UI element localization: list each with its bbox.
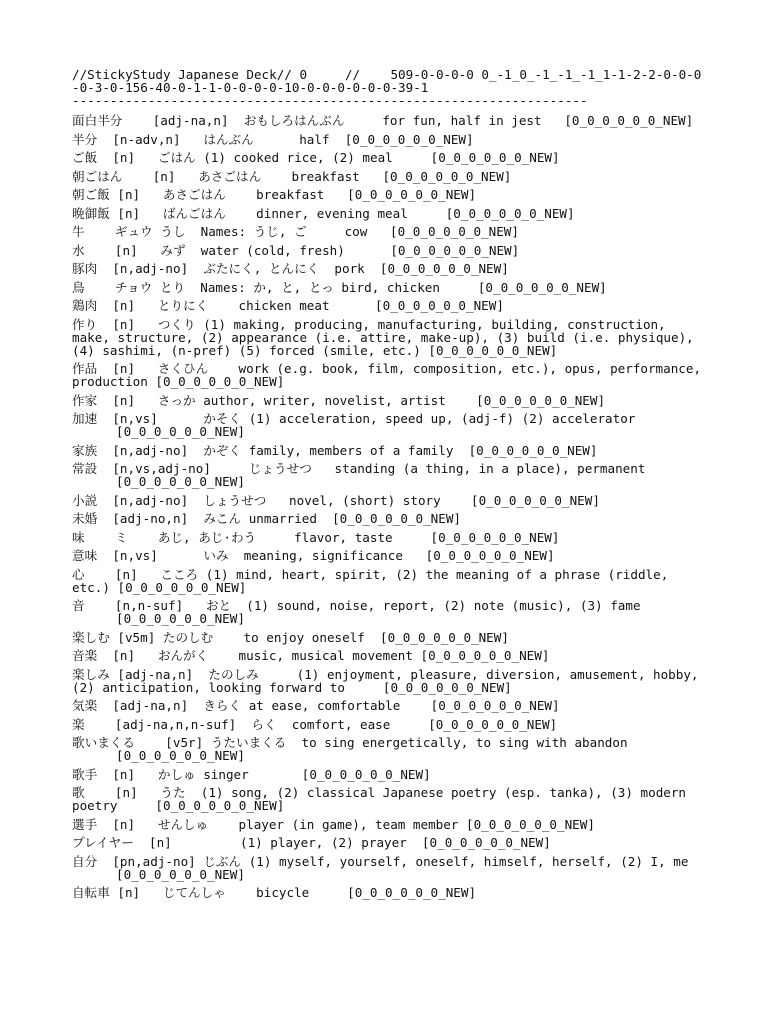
- list-item: [72, 818, 702, 831]
- list-item: [72, 786, 702, 812]
- entry-text: 自分 [pn,adj-no] じぶん (1) myself, yourself, oneself, himself, herself, (2) I, me: [72, 853, 689, 869]
- entry-text: 作家 [n] さっか author, writer, novelist, artist [0_0_0_0_0_0_NEW]: [72, 392, 606, 408]
- entry-text: 家族 [n,adj-no] かぞく family, members of a family [0_0_0_0_0_0_NEW]: [72, 442, 598, 458]
- entry-text: 豚肉 [n,adj-no] ぶたにく, とんにく pork [0_0_0_0_0_0_NEW]: [72, 261, 509, 276]
- list-item: [72, 133, 702, 146]
- entry-status: [0_0_0_0_0_0_NEW]: [116, 424, 245, 439]
- deck-header: //StickyStudy Japanese Deck// 0 // 509-0-0-0-0 0_-1_0_-1_-1_-1_1-1-2-2-0-0-0-0-3-0-156-40-0-1-1-0-0-0-0-10-0-0-0-0-0-0-39-1: [72, 67, 702, 95]
- list-item: [72, 151, 702, 164]
- list-item: [72, 549, 702, 562]
- entry-status: [0_0_0_0_0_0_NEW]: [116, 748, 245, 763]
- list-item: [72, 225, 702, 238]
- list-item: [72, 768, 702, 781]
- entry-text: 朝ごはん [n] あさごはん breakfast [0_0_0_0_0_0_NEW]: [72, 168, 512, 184]
- list-item: [72, 207, 702, 220]
- list-item: [72, 170, 702, 183]
- entry-text: プレイヤー [n] (1) player, (2) prayer [0_0_0_0_0_0_NEW]: [72, 835, 551, 850]
- entry-text: 味 ミ あじ, あじ·わう flavor, taste [0_0_0_0_0_0_NEW]: [72, 529, 560, 545]
- entry-text: 半分 [n-adv,n] はんぶん half [0_0_0_0_0_0_NEW]: [72, 131, 474, 147]
- list-item: [72, 281, 702, 294]
- list-item: [72, 114, 702, 127]
- list-item: [72, 699, 702, 712]
- entry-status: [0_0_0_0_0_0_NEW]: [116, 474, 245, 489]
- list-item: [72, 666, 707, 695]
- entry-text: 楽しみ [adj-na,n] たのしみ (1) enjoyment, pleasure, diversion, amusement, hobby, (2) anticipation, looking forward to [0_0_0_0_0_0_NEW]: [72, 666, 707, 695]
- entry-text: 意味 [n,vs] いみ meaning, significance [0_0_0_0_0_0_NEW]: [72, 548, 555, 563]
- list-item: [72, 512, 702, 525]
- entry-text: 常設 [n,vs,adj-no] じょうせつ standing (a thing, in a place), permanent: [72, 461, 646, 476]
- entry-text: 選手 [n] せんしゅ player (in game), team member [0_0_0_0_0_0_NEW]: [72, 816, 595, 832]
- entry-text: ご飯 [n] ごはん (1) cooked rice, (2) meal [0_0_0_0_0_0_NEW]: [72, 150, 560, 165]
- entry-list: [72, 113, 709, 900]
- entry-status: [0_0_0_0_0_0_NEW]: [116, 866, 245, 882]
- list-item: [72, 836, 702, 849]
- list-item: [72, 886, 702, 899]
- entry-text: 音 [n,n-suf] おと (1) sound, noise, report, (2) note (music), (3) fame: [72, 598, 641, 613]
- list-item: [72, 568, 702, 594]
- list-item: [72, 412, 702, 438]
- entry-text: 面白半分 [adj-na,n] おもしろはんぶん for fun, half in jest [0_0_0_0_0_0_NEW]: [72, 113, 694, 128]
- list-item: [72, 444, 702, 457]
- list-item: [72, 462, 702, 488]
- list-item: [72, 736, 702, 762]
- list-item: [72, 531, 702, 544]
- list-item: [72, 631, 702, 644]
- list-item: [72, 299, 702, 312]
- entry-text: 作り [n] つくり (1) making, producing, manufacturing, building, construction, make, structure, (2) appearance (i.e. attire, make-up), (3) build (i.e. physique), (4) sashimi, (n-pref) (5) forced (smile, etc.) [0_0_0_0_0_0_NEW]: [72, 316, 702, 358]
- list-item: [72, 599, 702, 625]
- entry-text: 歌いまくる [v5r] うたいまくる to sing energetically, to sing with abandon: [72, 735, 628, 750]
- entry-status: [0_0_0_0_0_0_NEW]: [116, 611, 245, 626]
- entry-text: 晩御飯 [n] ばんごはん dinner, evening meal [0_0_0_0_0_0_NEW]: [72, 205, 575, 221]
- entry-text: 楽 [adj-na,n,n-suf] らく comfort, ease [0_0_0_0_0_0_NEW]: [72, 716, 558, 732]
- list-item: [72, 361, 709, 389]
- list-item: [72, 855, 702, 881]
- entry-text: 未婚 [adj-no,n] みこん unmarried [0_0_0_0_0_0_NEW]: [72, 511, 461, 526]
- entry-text: 小説 [n,adj-no] しょうせつ novel, (short) story [0_0_0_0_0_0_NEW]: [72, 492, 600, 508]
- entry-text: 加速 [n,vs] かそく (1) acceleration, speed up, (adj-f) (2) accelerator: [72, 411, 636, 426]
- list-item: [72, 244, 702, 257]
- entry-text: 心 [n] こころ (1) mind, heart, spirit, (2) the meaning of a phrase (riddle, etc.) [0_0_0_0_0_0_NEW]: [72, 566, 676, 595]
- list-item: [72, 649, 702, 662]
- deck-document: [72, 67, 709, 905]
- entry-text: 鳥 チョウ とり Names: か, と, とっ bird, chicken [0_0_0_0_0_0_NEW]: [72, 279, 607, 295]
- entry-text: 作品 [n] さくひん work (e.g. book, film, composition, etc.), opus, performance, production [0_0_0_0_0_0_NEW]: [72, 361, 709, 389]
- entry-text: 自転車 [n] じてんしゃ bicycle [0_0_0_0_0_0_NEW]: [72, 885, 477, 900]
- entry-text: 気楽 [adj-na,n] きらく at ease, comfortable [0_0_0_0_0_0_NEW]: [72, 698, 560, 713]
- entry-text: 鶏肉 [n] とりにく chicken meat [0_0_0_0_0_0_NEW]: [72, 298, 504, 313]
- entry-text: 水 [n] みず water (cold, fresh) [0_0_0_0_0_0_NEW]: [72, 242, 520, 258]
- entry-text: 歌 [n] うた (1) song, (2) classical Japanese poetry (esp. tanka), (3) modern poetry [0_0_0_0_0_0_NEW]: [72, 785, 694, 813]
- list-item: [72, 318, 702, 357]
- entry-text: 音楽 [n] おんがく music, musical movement [0_0_0_0_0_0_NEW]: [72, 648, 550, 663]
- entry-text: 楽しむ [v5m] たのしむ to enjoy oneself [0_0_0_0_0_0_NEW]: [72, 629, 509, 645]
- list-item: [72, 494, 702, 507]
- entry-text: 牛 ギュウ うし Names: うじ, ご cow [0_0_0_0_0_0_NEW]: [72, 224, 519, 239]
- entry-text: 朝ご飯 [n] あさごはん breakfast [0_0_0_0_0_0_NEW]: [72, 187, 477, 202]
- list-item: [72, 188, 702, 201]
- list-item: [72, 718, 702, 731]
- entry-text: 歌手 [n] かしゅ singer [0_0_0_0_0_0_NEW]: [72, 766, 431, 782]
- list-item: [72, 394, 702, 407]
- header-separator: --------------------------------------------------------------------: [72, 94, 588, 108]
- list-item: [72, 262, 702, 275]
